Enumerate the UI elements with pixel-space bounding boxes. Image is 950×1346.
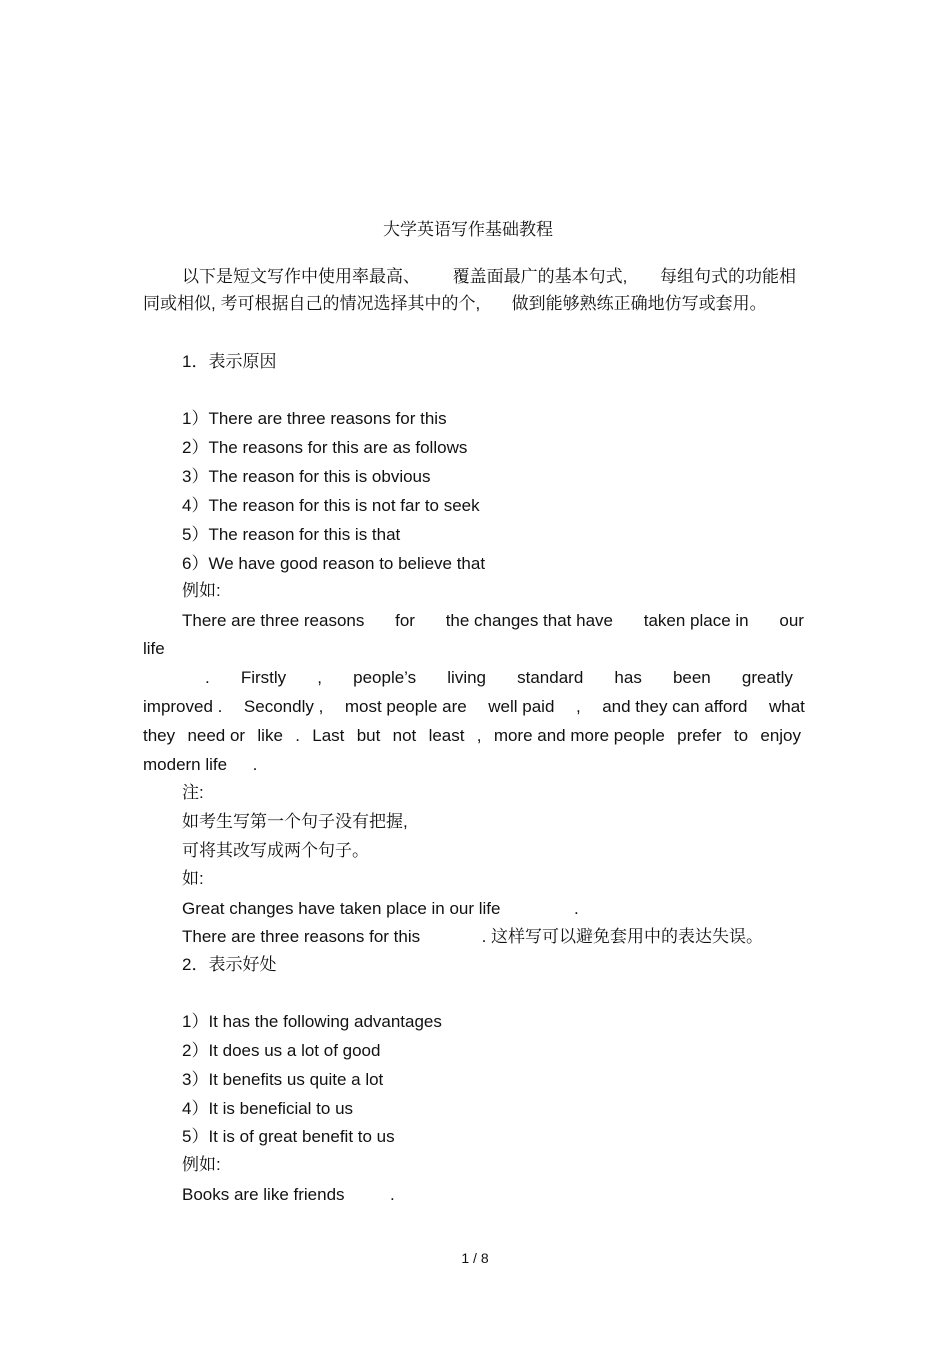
rewrite-text: . (573, 899, 579, 918)
document-title: 大学英语写作基础教程 (383, 220, 553, 239)
example-label: 例如: (182, 581, 221, 600)
example-word: standard (517, 668, 584, 687)
example-word: . (205, 668, 210, 687)
example-word: been (672, 668, 711, 687)
example-word: Firstly (240, 668, 287, 687)
example-word: Secondly , (243, 697, 324, 716)
list-item: 3）The reason for this is obvious (182, 467, 431, 486)
note-line: 可将其改写成两个句子。 (182, 841, 369, 860)
rewrite-text: Great changes have taken place in our life (182, 899, 501, 918)
example-line-5 (143, 725, 801, 747)
example-line-4 (143, 696, 805, 718)
example-word: has (614, 668, 642, 687)
list-item: 5）It is of great benefit to us (182, 1127, 395, 1146)
list-item: 2）It does us a lot of good (182, 1041, 381, 1060)
example-word: , (317, 668, 323, 687)
example-word: like (257, 726, 283, 745)
example-word: most people are (344, 697, 467, 716)
example-word: need or (187, 726, 246, 745)
list-item: 1）It has the following advantages (182, 1012, 442, 1031)
example-word: to (733, 726, 749, 745)
example-word: and they can afford (602, 697, 748, 716)
example-word: , (476, 726, 482, 745)
example-word: not (392, 726, 417, 745)
note-label: 注: (182, 783, 204, 802)
example-word: improved . (143, 697, 223, 716)
intro-segment: 做到能够熟练正确地仿写或套用。 (511, 294, 767, 313)
example-line (182, 1184, 395, 1206)
example-word: for (395, 611, 415, 630)
example-text: Books are like friends (182, 1185, 345, 1204)
example-word: people’s (353, 668, 417, 687)
list-item: 4）It is beneficial to us (182, 1099, 354, 1118)
rewrite-line-2 (182, 926, 763, 948)
example-word: the changes that have (445, 611, 613, 630)
example-text: . (390, 1185, 395, 1204)
intro-segment: 以下是短文写作中使用率最高、 (182, 267, 420, 286)
example-word: prefer (677, 726, 722, 745)
example-word: well paid (488, 697, 555, 716)
example-word: least (428, 726, 465, 745)
intro-line-1 (182, 266, 796, 288)
example-line-1 (182, 610, 804, 632)
example-label: 例如: (182, 1155, 221, 1174)
example-line-2: life (143, 639, 165, 658)
intro-segment: 同或相似, 考可根据自己的情况选择其中的个, (143, 294, 481, 313)
example-word: but (356, 726, 381, 745)
example-line-6 (143, 754, 257, 776)
rewrite-text: There are three reasons for this (182, 927, 421, 946)
list-item: 6）We have good reason to believe that (182, 554, 486, 573)
intro-line-2 (143, 293, 767, 315)
example-word: . (252, 755, 258, 774)
page-number: 1 / 8 (461, 1250, 489, 1266)
rewrite-line-1 (182, 898, 579, 920)
example-word: Last (312, 726, 345, 745)
intro-segment: 每组句式的功能相 (659, 267, 796, 286)
section-heading-benefits: 2．表示好处 (182, 955, 277, 974)
note-line: 如考生写第一个句子没有把握, (182, 812, 408, 831)
list-item: 5）The reason for this is that (182, 525, 401, 544)
list-item: 2）The reasons for this are as follows (182, 438, 468, 457)
example-word: more and more people (493, 726, 665, 745)
example-word: , (575, 697, 581, 716)
example-word: modern life (143, 755, 228, 774)
example-word: our (779, 611, 804, 630)
rewrite-label: 如: (182, 869, 204, 888)
example-word: greatly (741, 668, 793, 687)
example-word: they (143, 726, 176, 745)
example-word: what (769, 697, 805, 716)
section-heading-reasons: 1．表示原因 (182, 352, 277, 371)
list-item: 4）The reason for this is not far to seek (182, 496, 480, 515)
example-word: taken place in (643, 611, 749, 630)
example-line-3 (205, 667, 793, 689)
list-item: 3）It benefits us quite a lot (182, 1070, 384, 1089)
intro-segment: 覆盖面最广的基本句式, (452, 267, 628, 286)
example-word: enjoy (760, 726, 801, 745)
example-word: . (295, 726, 300, 745)
example-word: There are three reasons (182, 611, 365, 630)
example-word: living (447, 668, 487, 687)
list-item: 1）There are three reasons for this (182, 409, 447, 428)
rewrite-text: . 这样写可以避免套用中的表达失误。 (481, 927, 764, 946)
